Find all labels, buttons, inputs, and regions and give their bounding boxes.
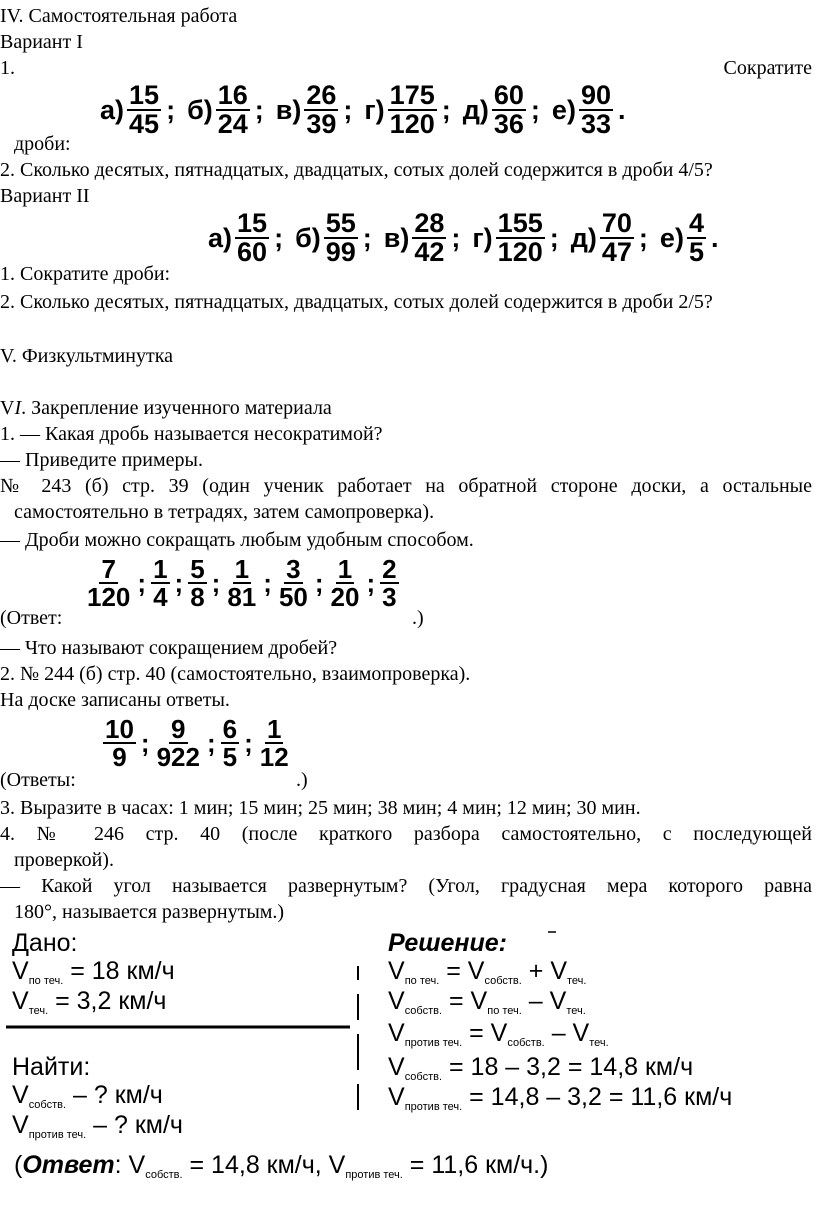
reduce-any-way: — Дроби можно сокращать любым удобным способом. — [0, 529, 474, 551]
final-answer — [14, 1150, 548, 1190]
fraction — [225, 556, 258, 610]
fraction — [304, 82, 338, 138]
s2-a: V — [388, 987, 405, 1015]
g2-rest: = 3,2 км/ч — [55, 987, 167, 1015]
fraction-separator: ; — [166, 94, 176, 125]
fraction-numerator: 7 — [101, 554, 116, 584]
g1-v: V — [12, 957, 29, 985]
fraction — [600, 210, 634, 266]
fraction-separator: ; — [174, 567, 184, 598]
fraction-separator: ; — [206, 727, 216, 758]
fraction-numerator: 1 — [234, 554, 250, 584]
solution-line5 — [388, 1082, 732, 1122]
fraction-label: в) — [383, 222, 410, 253]
fraction-numerator: 5 — [190, 554, 205, 584]
answer2-fractions — [100, 716, 294, 770]
fraction-numerator: 9 — [171, 714, 186, 744]
fraction-denominator: 33 — [580, 109, 611, 139]
fraction — [85, 556, 132, 610]
fraction — [127, 82, 161, 138]
v1-task2: 2. Сколько десятых, пятнадцатых, двадцатых, сотых долей содержится в дроби 4/5? — [0, 159, 713, 181]
variant-1-title: Вариант I — [0, 31, 83, 53]
answer2-open: (Ответы: — [0, 769, 76, 791]
fraction-separator: ; — [441, 94, 451, 125]
fraction-denominator: 9 — [112, 742, 127, 772]
s1-b: = V — [446, 957, 485, 985]
find-against-speed — [12, 1110, 183, 1150]
fraction — [155, 716, 202, 770]
fraction-label: г) — [472, 222, 493, 253]
fraction — [216, 82, 250, 138]
fraction-label: б) — [295, 222, 321, 253]
given-stream-speed — [12, 986, 166, 1026]
fraction-denominator: 36 — [493, 109, 524, 139]
fraction-denominator: 3 — [382, 582, 397, 612]
s3-bs: собств. — [507, 1037, 545, 1049]
fraction-separator: ; — [244, 727, 253, 758]
section-5-title: V. Физкультминутка — [0, 345, 173, 367]
fraction-numerator: 60 — [493, 80, 524, 110]
fraction — [235, 210, 269, 266]
section-6-title — [0, 396, 332, 420]
task-246-line1: 4. № 246 стр. 40 (после краткого разбора самостоятельно, с последующей — [0, 823, 812, 845]
answer1-fractions — [82, 556, 402, 610]
f1-sub: собств. — [28, 1099, 67, 1111]
s3-b: = V — [469, 1019, 508, 1047]
fraction-denominator: 12 — [259, 742, 289, 772]
v1-fractions — [90, 82, 628, 138]
find-heading: Найти: — [12, 1053, 91, 1081]
s1-bs: собств. — [484, 975, 522, 987]
fraction-numerator: 175 — [389, 80, 435, 110]
f2-sub: против теч. — [28, 1129, 87, 1141]
s1-cs: теч. — [567, 975, 587, 987]
fraction-separator: ; — [451, 222, 461, 253]
angle-line2: 180°, называется развернутым.) — [14, 901, 285, 923]
f2-rest: – ? км/ч — [93, 1111, 183, 1139]
fraction-separator: ; — [366, 567, 376, 598]
fraction-denominator: 99 — [325, 237, 356, 267]
fraction-label: е) — [659, 222, 684, 253]
task-244: 2. № 244 (б) стр. 40 (самостоятельно, взаимопроверка). — [0, 663, 471, 685]
fraction — [221, 716, 239, 770]
fraction-denominator: 120 — [497, 237, 543, 267]
fraction — [329, 556, 362, 610]
v2-task1: 1. Сократите дроби: — [0, 263, 171, 285]
fraction-numerator: 16 — [217, 80, 248, 110]
question-reduction: — Что называют сокращением дробей? — [0, 637, 338, 659]
fraction — [103, 716, 136, 770]
fraction-label: г) — [364, 94, 385, 125]
ans-mid: = 14,8 км/ч, V — [189, 1151, 346, 1179]
fraction-numerator: 90 — [580, 80, 611, 110]
fraction-separator: ; — [343, 94, 353, 125]
fraction-numerator: 15 — [237, 208, 268, 238]
s3-a: V — [388, 1019, 405, 1047]
s2-cs: теч. — [566, 1005, 586, 1017]
fraction — [188, 556, 206, 610]
solution-heading — [388, 928, 507, 958]
fraction-denominator: 50 — [278, 582, 308, 612]
s2-bs: по теч. — [487, 1005, 522, 1017]
s5-as: против теч. — [404, 1101, 463, 1113]
fraction — [388, 82, 437, 138]
fraction-label: б) — [187, 94, 213, 125]
s5-a: V — [388, 1083, 405, 1111]
fraction — [492, 82, 526, 138]
s2-b: = V — [449, 987, 488, 1015]
section-6-rest: . Закрепление изученного материала — [21, 397, 332, 419]
fraction-separator: ; — [314, 567, 324, 598]
fraction-numerator: 3 — [286, 554, 301, 584]
solution-heading-text: Решение: — [388, 929, 507, 957]
fraction — [687, 210, 706, 266]
variant-2-title: Вариант II — [0, 185, 90, 207]
s3-c: – V — [551, 1019, 590, 1047]
fraction — [496, 210, 545, 266]
fraction-label: д) — [462, 94, 489, 125]
v1-task1-text-right: Сократите — [723, 57, 812, 79]
fraction-numerator: 1 — [337, 554, 353, 584]
ans-s2: против теч. — [345, 1169, 403, 1181]
s4-b: = 18 – 3,2 = 14,8 км/ч — [449, 1053, 694, 1081]
ans-colon: : V — [114, 1151, 146, 1179]
question-irreducible: 1. — Какая дробь называется несократимой? — [0, 423, 383, 445]
fraction-label: а) — [208, 222, 233, 253]
fraction-separator: ; — [140, 727, 150, 758]
s2-c: – V — [528, 987, 567, 1015]
fraction-denominator: 45 — [129, 109, 160, 139]
fraction-separator: ; — [638, 222, 648, 253]
fraction-denominator: 39 — [306, 109, 337, 139]
section-6-italic: I — [14, 397, 22, 419]
fraction-label: в) — [275, 94, 302, 125]
fraction-denominator: 60 — [237, 237, 268, 267]
fraction-numerator: 15 — [129, 80, 160, 110]
fraction-label: е) — [551, 94, 576, 125]
fraction-separator: . — [617, 94, 626, 125]
f1-v: V — [12, 1081, 29, 1109]
v2-fractions — [198, 210, 720, 266]
ans-end: = 11,6 км/ч.) — [409, 1151, 549, 1179]
fraction-denominator: 5 — [688, 237, 704, 267]
fraction-denominator: 81 — [227, 582, 257, 612]
fraction-numerator: 26 — [306, 80, 337, 110]
fraction-separator: ; — [549, 222, 559, 253]
fraction-denominator: 24 — [217, 109, 248, 139]
fraction-numerator: 1 — [153, 554, 168, 584]
s2-as: собств. — [404, 1005, 443, 1017]
ans-s1: собств. — [145, 1169, 183, 1181]
answer2-close: .) — [296, 769, 308, 791]
s3-cs: теч. — [589, 1037, 609, 1049]
question-examples: — Приведите примеры. — [0, 449, 203, 471]
fraction — [579, 82, 613, 138]
fraction-denominator: 4 — [153, 582, 168, 612]
fraction-separator: ; — [530, 94, 540, 125]
ans-word: Ответ — [22, 1151, 115, 1179]
fraction-separator: . — [710, 222, 719, 253]
fraction-numerator: 70 — [601, 208, 632, 238]
fraction-denominator: 42 — [414, 237, 445, 267]
fraction — [151, 556, 169, 610]
v1-task1-tail: дроби: — [14, 133, 71, 155]
fraction-numerator: 2 — [382, 554, 397, 584]
fraction-separator: ; — [362, 222, 372, 253]
fraction-separator: ; — [254, 94, 264, 125]
fraction — [277, 556, 310, 610]
section-6-prefix: V — [0, 397, 15, 419]
s3-as: против теч. — [404, 1037, 463, 1049]
fraction-denominator: 120 — [87, 582, 131, 612]
fraction-denominator: 20 — [330, 582, 360, 612]
fraction-denominator: 922 — [156, 742, 200, 772]
angle-line1: — Какой угол называется развернутым? (Угол, градусная мера которого равна — [0, 875, 812, 897]
fraction-numerator: 55 — [325, 208, 356, 238]
fraction-numerator: 6 — [222, 714, 238, 744]
fraction-numerator: 4 — [688, 208, 704, 238]
s5-b: = 14,8 – 3,2 = 11,6 км/ч — [469, 1083, 733, 1111]
fraction-denominator: 5 — [222, 742, 238, 772]
s4-a: V — [388, 1053, 405, 1081]
s1-c: + V — [528, 957, 568, 985]
s4-as: собств. — [404, 1071, 443, 1083]
fraction-label: д) — [570, 222, 597, 253]
section-4-title: IV. Самостоятельная работа — [0, 5, 238, 27]
g2-v: V — [12, 987, 29, 1015]
given-heading: Дано: — [12, 929, 78, 957]
task-hours: 3. Выразите в часах: 1 мин; 15 мин; 25 мин; 38 мин; 4 мин; 12 мин; 30 мин. — [0, 797, 641, 819]
f2-v: V — [12, 1111, 29, 1139]
v2-task2: 2. Сколько десятых, пятнадцатых, двадцатых, сотых долей содержится в дроби 2/5? — [0, 291, 713, 313]
answer1-close: .) — [412, 607, 424, 629]
fraction — [324, 210, 358, 266]
s1-a: V — [388, 957, 405, 985]
fraction-numerator: 28 — [414, 208, 445, 238]
v1-task1-number: 1. — [0, 57, 15, 79]
fraction-denominator: 120 — [389, 109, 435, 139]
s1-as: по теч. — [404, 975, 440, 987]
f1-rest: – ? км/ч — [73, 1081, 163, 1109]
fraction-numerator: 10 — [105, 714, 134, 744]
task-243-line1: № 243 (б) стр. 39 (один ученик работает на обратной стороне доски, а остальные — [0, 475, 812, 497]
fraction-separator: ; — [211, 567, 221, 598]
fraction-denominator: 47 — [601, 237, 632, 267]
fraction-label: а) — [100, 94, 125, 125]
g1-rest: = 18 км/ч — [70, 957, 175, 985]
fraction — [258, 716, 291, 770]
task-246-line2: проверкой). — [14, 849, 114, 871]
fraction-separator: ; — [263, 567, 272, 598]
g2-sub: теч. — [28, 1005, 49, 1017]
ans-open: ( — [14, 1151, 23, 1179]
fraction-separator: ; — [274, 222, 284, 253]
answer1-open: (Ответ: — [0, 607, 63, 629]
task-243-line2: самостоятельно в тетрадях, затем самопроверка). — [14, 501, 435, 523]
fraction-numerator: 155 — [497, 208, 543, 238]
fraction-denominator: 8 — [190, 582, 205, 612]
fraction — [412, 210, 446, 266]
fraction — [380, 556, 398, 610]
fraction-numerator: 1 — [267, 714, 282, 744]
g1-sub: по теч. — [28, 975, 64, 987]
board-answers: На доске записаны ответы. — [0, 689, 230, 711]
fraction-separator: ; — [137, 567, 147, 598]
